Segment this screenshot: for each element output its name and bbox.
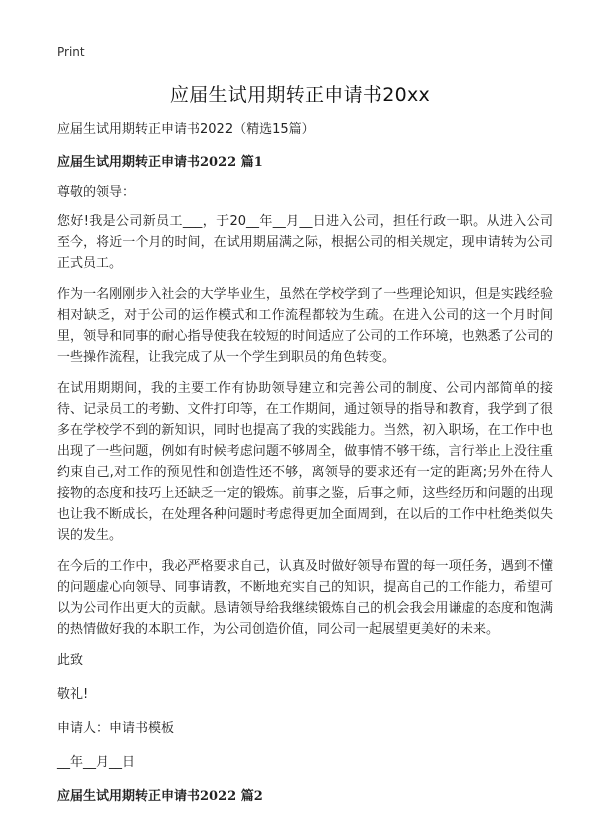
- section-heading-2: 应届生试用期转正申请书2022 篇2: [57, 789, 263, 804]
- application-date: __年__月__日: [57, 755, 136, 770]
- applicant-signature: 申请人：申请书模板: [57, 721, 175, 736]
- page-title: 应届生试用期转正申请书20xx: [169, 84, 431, 106]
- closing-line-2: 敬礼!: [57, 687, 89, 702]
- document-body: [57, 119, 553, 807]
- document-subtitle: 应届生试用期转正申请书2022（精选15篇）: [57, 122, 315, 137]
- paragraph-3: 在试用期期间，我的主要工作有协助领导建立和完善公司的制度、公司内部简单的接待、记录员工的考勤、文件打印等，在工作期间，通过领导的指导和教育，我学到了很多在学校学不到的新知识，同时也提高了我的实践能力。当然，初入职场，在工作中也出现了一些问题，例如有时候考虑问题不够周全，做事情不够干练，言行举止上没往重约束自己,对工作的预见性和创造性还不够，离领导的要求还有一定的距离;另外在待人接物的态度和技巧上还缺乏一定的锻炼。前事之鉴，后事之师，这些经历和问题的出现也让我不断成长，在处理各种问题时考虑得更加全面周到，在以后的工作中杜绝类似失误的发生。: [57, 381, 553, 543]
- paragraph-2: 作为一名刚刚步入社会的大学毕业生，虽然在学校学到了一些理论知识，但是实践经验相对缺乏，对于公司的运作模式和工作流程都较为生疏。在进入公司的这一个月时间里，领导和同事的耐心指导使我在较短的时间适应了公司的工作环境，也熟悉了公司的一些操作流程，让我完成了从一个学生到职员的角色转变。: [57, 287, 553, 365]
- paragraph-4: 在今后的工作中，我必严格要求自己，认真及时做好领导布置的每一项任务，遇到不懂的问题虚心向领导、同事请教，不断地充实自己的知识，提高自己的工作能力，希望可以为公司作出更大的贡献。恳请领导给我继续锻炼自己的机会我会用谦虚的态度和饱满的热情做好我的本职工作，为公司创造价值，同公司一起展望更美好的未来。: [57, 559, 553, 637]
- paragraph-1: 您好!我是公司新员工___，于20__年__月__日进入公司，担任行政一职。从进入公司至今，将近一个月的时间，在试用期届满之际，根据公司的相关规定，现申请转为公司正式员工。: [57, 214, 553, 271]
- print-link[interactable]: Print: [57, 45, 85, 59]
- closing-line-1: 此致: [57, 653, 84, 668]
- section-heading-1: 应届生试用期转正申请书2022 篇1: [57, 155, 263, 170]
- salutation: 尊敬的领导：: [57, 185, 136, 200]
